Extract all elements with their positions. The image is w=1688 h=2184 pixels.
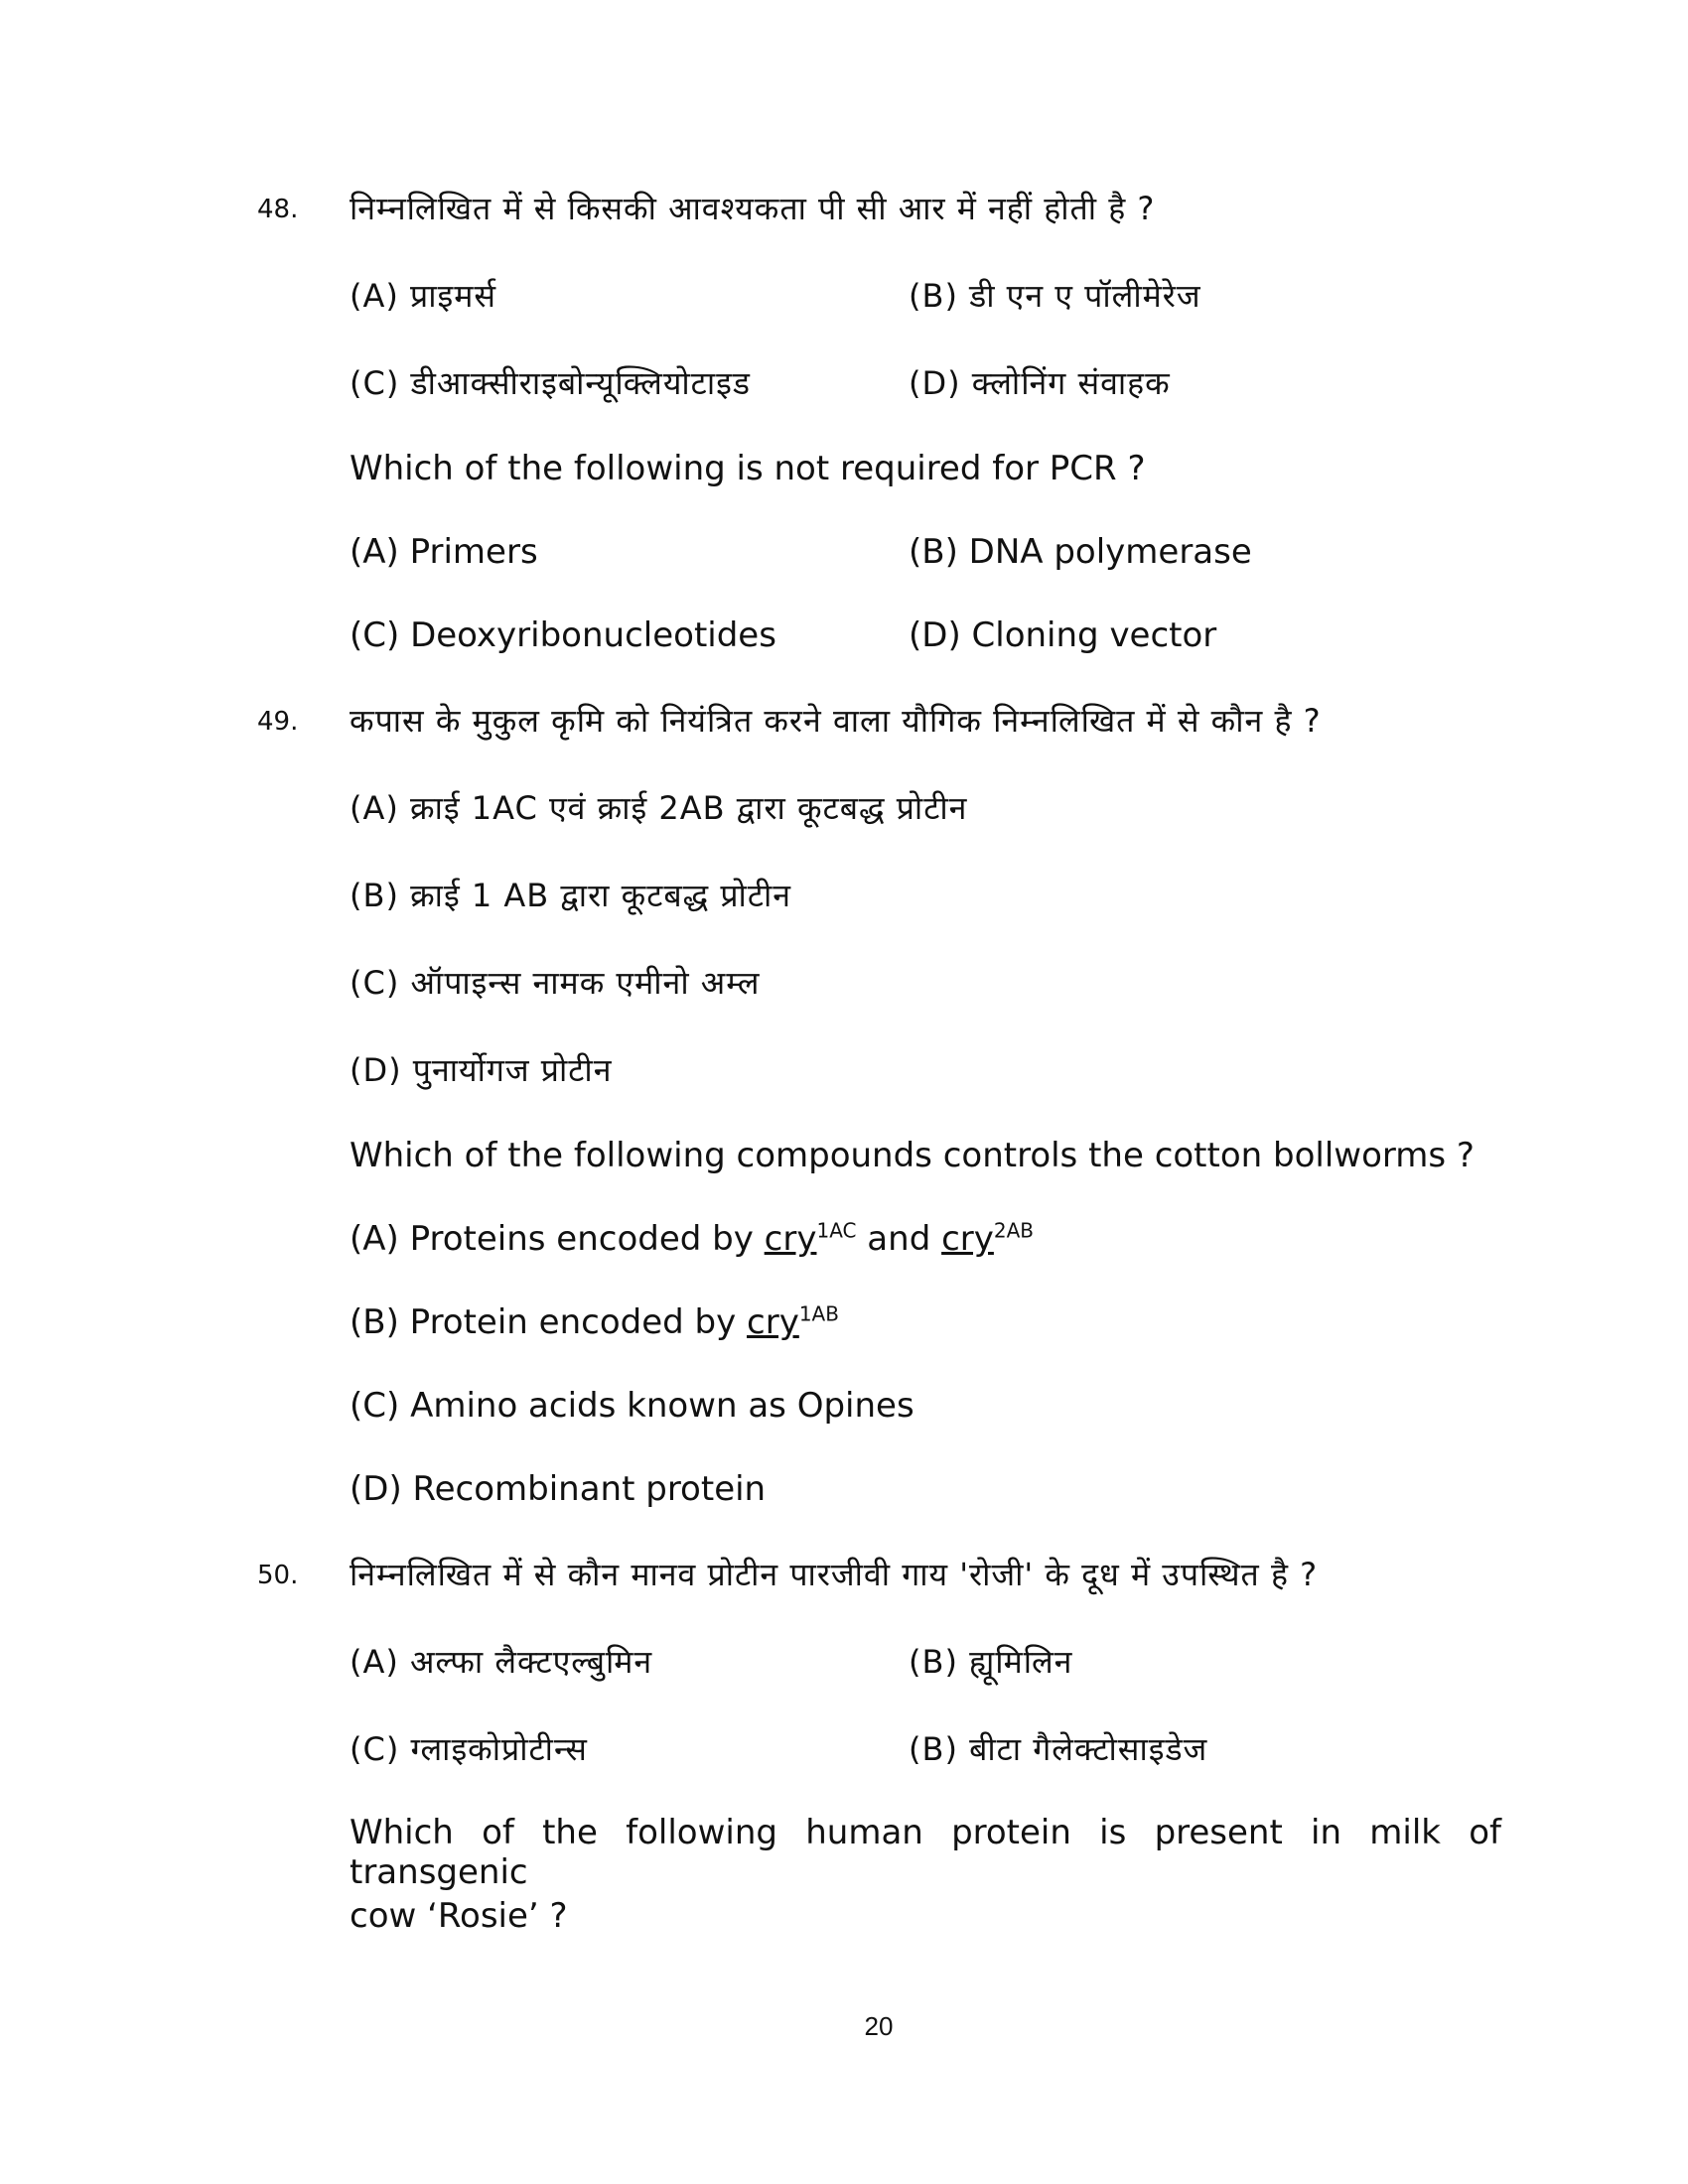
question-text-english-continued: cow ‘Rosie’ ?	[350, 1896, 568, 1936]
option-c-english: (C) Deoxyribonucleotides	[350, 615, 776, 655]
option-c-english: (C) Amino acids known as Opines	[350, 1386, 914, 1426]
gene-superscript: 1AC	[816, 1218, 857, 1243]
question-text-english: Which of the following compounds controls the cotton bollworms ?	[350, 1136, 1475, 1175]
option-b-prefix: (B) Protein encoded by	[350, 1302, 748, 1342]
question-text-english: Which of the following is not required for PCR ?	[350, 449, 1146, 488]
option-a-hindi: (A) प्राइमर्स	[350, 277, 497, 315]
option-d-hindi: (B) बीटा गैलेक्टोसाइडेज	[909, 1730, 1208, 1768]
option-d-hindi: (D) क्लोनिंग संवाहक	[909, 364, 1171, 402]
option-c-hindi: (C) ग्लाइकोप्रोटीन्स	[350, 1730, 588, 1768]
question-text-english: Which of the following human protein is present in milk of transgenic	[350, 1813, 1501, 1892]
option-d-english: (D) Recombinant protein	[350, 1469, 767, 1509]
option-b-hindi: (B) क्राई 1 AB द्वारा कूटबद्ध प्रोटीन	[350, 877, 792, 914]
conjunction: and	[856, 1219, 942, 1259]
question-number: 48.	[257, 195, 299, 224]
option-c-hindi: (C) ऑपाइन्स नामक एमीनो अम्ल	[350, 964, 761, 1002]
gene-name: cry	[764, 1219, 817, 1259]
option-d-english: (D) Cloning vector	[909, 615, 1217, 655]
gene-name: cry	[941, 1219, 994, 1259]
question-text-hindi: कपास के मुकुल कृमि को नियंत्रित करने वाला यौगिक निम्नलिखित में से कौन है ?	[350, 702, 1322, 740]
gene-name: cry	[747, 1302, 799, 1342]
question-text-hindi: निम्नलिखित में से कौन मानव प्रोटीन पारजीवी गाय 'रोजी' के दूध में उपस्थित है ?	[350, 1556, 1319, 1593]
option-b-english	[350, 1302, 839, 1342]
option-d-hindi: (D) पुनार्योगज प्रोटीन	[350, 1051, 613, 1089]
option-a-prefix: (A) Proteins encoded by	[350, 1219, 765, 1259]
question-number: 50.	[257, 1561, 299, 1590]
gene-superscript: 2AB	[993, 1218, 1035, 1243]
option-a-hindi: (A) अल्फा लैक्टएल्बुमिन	[350, 1643, 653, 1681]
option-a-hindi: (A) क्राई 1AC एवं क्राई 2AB द्वारा कूटबद्ध प्रोटीन	[350, 789, 968, 827]
option-b-english: (B) DNA polymerase	[909, 532, 1252, 572]
gene-superscript: 1AB	[798, 1301, 839, 1326]
option-a-english: (A) Primers	[350, 532, 538, 572]
option-b-hindi: (B) ह्यूमिलिन	[909, 1643, 1073, 1681]
question-text-hindi: निम्नलिखित में से किसकी आवश्यकता पी सी आर में नहीं होती है ?	[350, 190, 1156, 227]
page-number: 20	[864, 2011, 894, 2041]
option-a-english	[350, 1219, 1034, 1259]
question-number: 49.	[257, 707, 299, 737]
option-b-hindi: (B) डी एन ए पॉलीमेरेज	[909, 277, 1201, 315]
option-c-hindi: (C) डीआक्सीराइबोन्यूक्लियोटाइड	[350, 364, 751, 402]
